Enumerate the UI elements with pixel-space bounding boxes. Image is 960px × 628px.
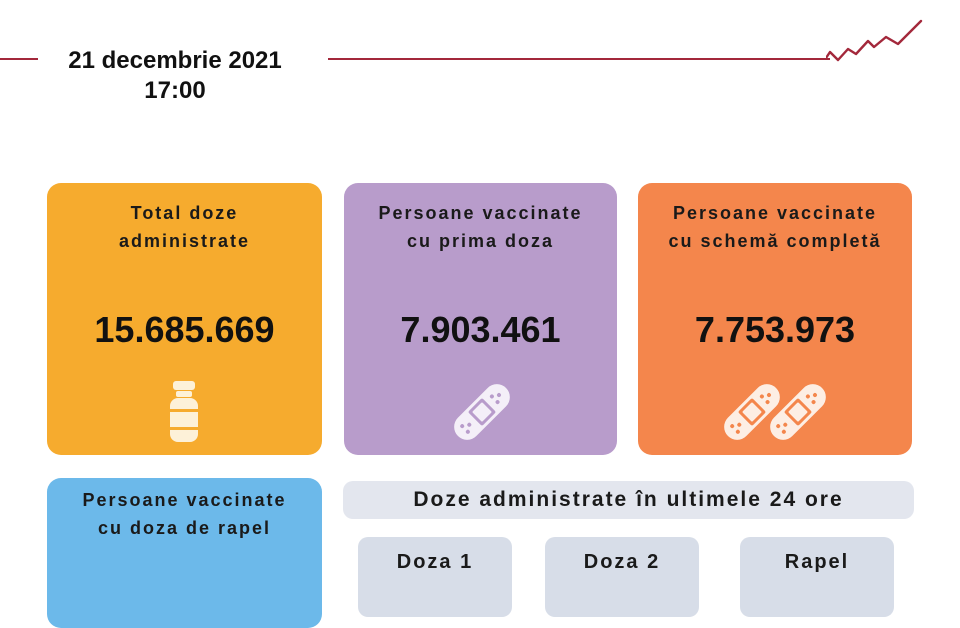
bandage-icon [446, 379, 518, 445]
last-24h-dose1-label: Doza 1 [396, 551, 474, 573]
last-24h-dose1-box [358, 537, 512, 617]
card-total-doses [47, 183, 322, 455]
card-total-doses-value: 15.685.669 [94, 309, 275, 350]
header-line-left [0, 58, 38, 60]
card-first-dose-value: 7.903.461 [400, 309, 561, 350]
card-complete-scheme-title: Persoane vaccinate cu schemă completă [668, 203, 882, 251]
card-first-dose [344, 183, 617, 455]
last-24h-banner: Doze administrate în ultimele 24 ore [343, 481, 914, 519]
last-24h-dose2-label: Doza 2 [583, 551, 661, 573]
card-total-doses-title: Total doze administrate [118, 203, 251, 251]
card-booster-dose [47, 478, 322, 628]
last-24h-dose2-box [545, 537, 699, 617]
vaccine-vial-icon [168, 381, 200, 445]
trend-line-icon [826, 16, 926, 64]
date-time [50, 46, 300, 106]
last-24h-booster-label: Rapel [784, 551, 850, 573]
card-booster-dose-title: Persoane vaccinate cu doza de rapel [82, 490, 287, 538]
last-24h-booster-box [740, 537, 894, 617]
header-line-right [328, 58, 830, 60]
card-first-dose-title: Persoane vaccinate cu prima doza [378, 203, 583, 251]
double-bandage-icon [716, 379, 834, 445]
report-date: 21 decembrie 2021 [68, 47, 282, 74]
card-complete-scheme-value: 7.753.973 [694, 309, 856, 350]
report-time: 17:00 [144, 77, 206, 104]
card-complete-scheme [638, 183, 912, 455]
